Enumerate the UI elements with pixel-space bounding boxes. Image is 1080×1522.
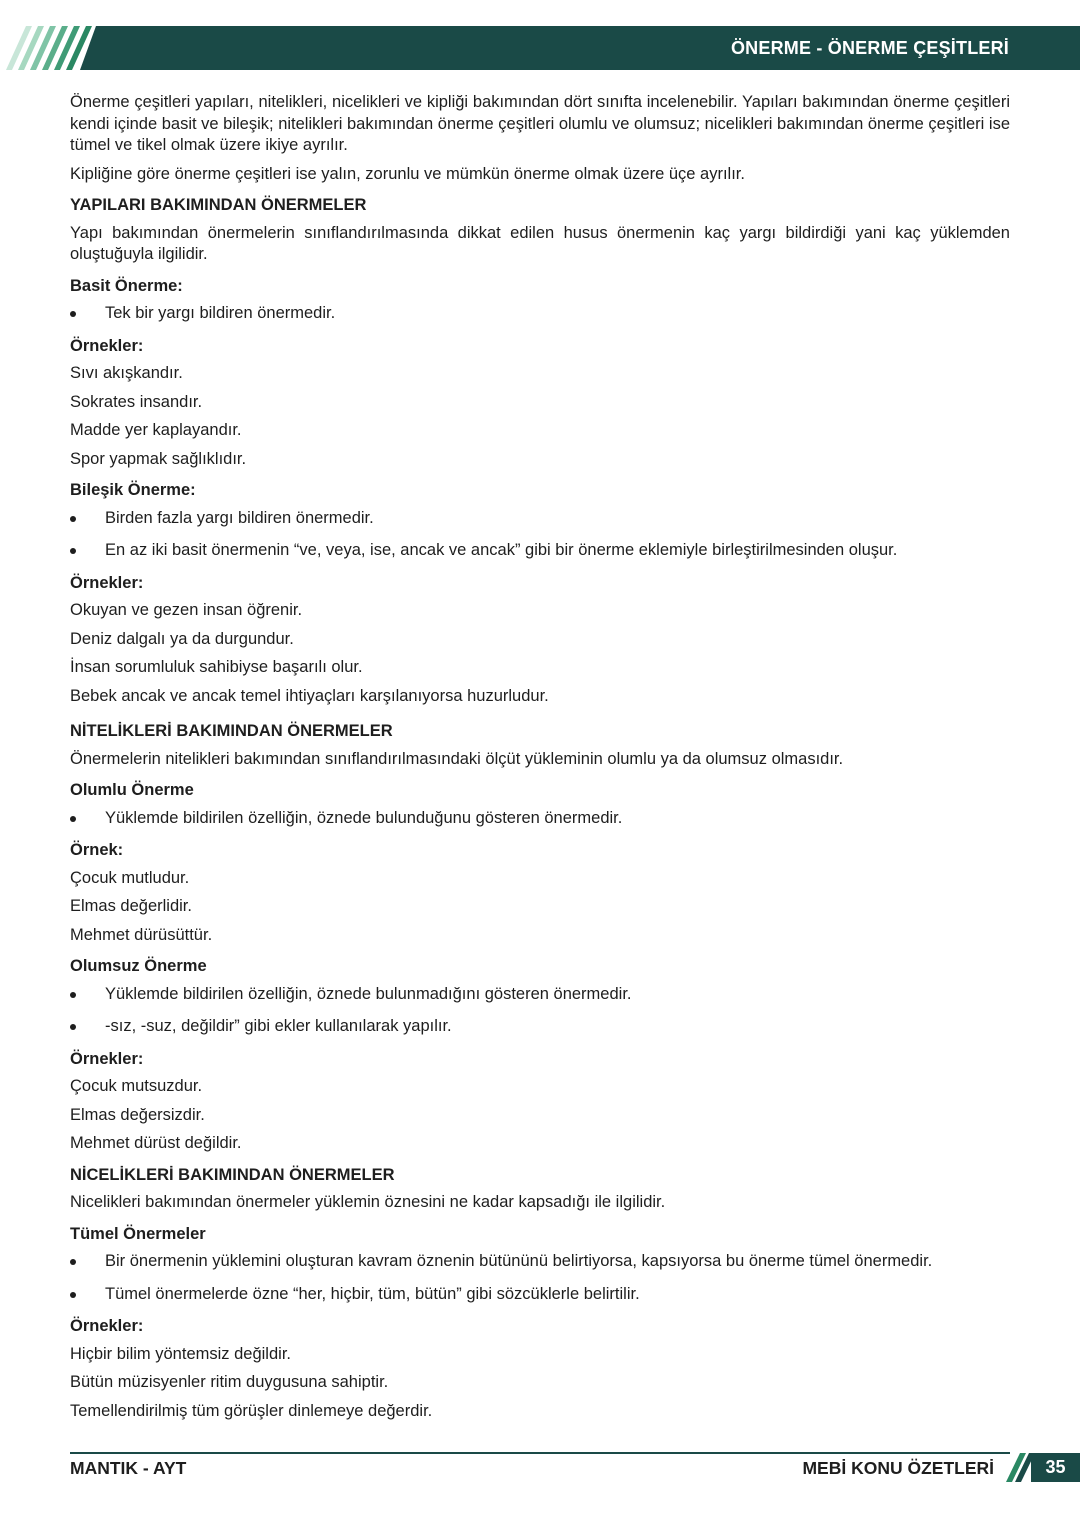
example-line: Bütün müzisyenler ritim duygusuna sahiptir. [70,1373,389,1391]
examples-label: Örnekler: [70,1317,144,1335]
page-footer [0,1450,1080,1490]
subsection-heading: Olumsuz Önerme [70,957,207,975]
footer-series: MEBİ KONU ÖZETLERİ [802,1458,994,1478]
example-line: Mehmet dürüst değildir. [70,1134,242,1152]
subsection-heading: Tümel Önermeler [70,1224,206,1243]
footer-subject: MANTIK - AYT [70,1458,187,1478]
list-item: Tek bir yargı bildiren önermedir. [70,303,1010,325]
example-line: Okuyan ve gezen insan öğrenir. [70,601,303,619]
list-item: En az iki basit önermenin “ve, veya, ise, ancak ve ancak” gibi bir önerme eklemiyle birleştirilmesinden oluşur. [70,540,1010,562]
example-line: Bebek ancak ve ancak temel ihtiyaçları karşılanıyorsa huzurludur. [70,686,549,705]
subsection-heading: Basit Önerme: [70,276,183,295]
list-item: Bir önermenin yüklemini oluşturan kavram öznenin bütününü belirtiyorsa, kapsıyorsa bu önerme tümel önermedir. [70,1251,1010,1273]
section-heading: NİTELİKLERİ BAKIMINDAN ÖNERMELER [70,722,393,740]
section-text: Yapı bakımından önermelerin sınıflandırılmasında dikkat edilen husus önermenin kaç yargı bildirdiği yani kaç yüklemden oluştuğuyla ilgilidir. [70,223,1010,263]
examples-label: Örnekler: [70,1049,144,1068]
bullet-icon [70,516,76,522]
examples-label: Örnekler: [70,573,144,592]
example-line: Sokrates insandır. [70,392,203,411]
example-line: Elmas değerlidir. [70,897,192,915]
example-line: Spor yapmak sağlıklıdır. [70,449,247,468]
example-line: Temellendirilmiş tüm görüşler dinlemeye değerdir. [70,1401,433,1420]
example-line: İnsan sorumluluk sahibiyse başarılı olur. [70,658,363,676]
example-line: Çocuk mutsuzdur. [70,1077,203,1095]
example-line: Deniz dalgalı ya da durgundur. [70,629,294,648]
page-number: 35 [1031,1453,1080,1482]
subsection-heading: Olumlu Önerme [70,781,194,799]
example-line: Çocuk mutludur. [70,868,190,887]
list-item: Birden fazla yargı bildiren önermedir. [70,508,1010,530]
page-header [0,26,1080,70]
example-line: Elmas değersizdir. [70,1105,205,1124]
intro-paragraph: Önerme çeşitleri yapıları, nitelikleri, nicelikleri ve kipliği bakımından dört sınıfta incelenebilir. Yapıları bakımından önerme çeşitleri kendi içinde basit ve bileşik; nitelikleri bakımından önerme çeşitleri olumlu ve olumsuz; nicelikleri bakımından önerme çeşitleri ise tümel ve tikel olmak üzere ikiye ayrılır. [70,93,1011,154]
bullet-icon [70,816,76,822]
example-line: Sıvı akışkandır. [70,364,183,382]
list-item: Yüklemde bildirilen özelliğin, öznede bulunduğunu gösteren önermedir. [70,808,1010,830]
bullet-icon [70,1259,76,1265]
list-item: Yüklemde bildirilen özelliğin, öznede bulunmadığını gösteren önermedir. [70,984,1010,1006]
intro-paragraph: Kipliğine göre önerme çeşitleri ise yalın, zorunlu ve mümkün önerme olmak üzere üçe ayrılır. [70,164,745,183]
bullet-icon [70,311,76,317]
section-text: Önermelerin nitelikleri bakımından sınıflandırılmasındaki ölçüt yükleminin olumlu ya da olumsuz olmasıdır. [70,749,844,768]
bullet-icon [70,992,76,998]
content [70,92,1010,1429]
page-title: ÖNERME - ÖNERME ÇEŞİTLERİ [730,38,1009,58]
bullet-icon [70,1024,76,1030]
list-item: -sız, -suz, değildir” gibi ekler kullanılarak yapılır. [70,1016,1010,1038]
bullet-icon [70,1292,76,1298]
section-heading: YAPILARI BAKIMINDAN ÖNERMELER [70,196,367,214]
section-text: Nicelikleri bakımından önermeler yüklemin öznesini ne kadar kapsadığı ile ilgilidir. [70,1193,666,1211]
section-heading: NİCELİKLERİ BAKIMINDAN ÖNERMELER [70,1165,395,1184]
example-line: Hiçbir bilim yöntemsiz değildir. [70,1344,291,1363]
list-item: Tümel önermelerde özne “her, hiçbir, tüm, bütün” gibi sözcüklerle belirtilir. [70,1284,1010,1306]
examples-label: Örnek: [70,841,124,859]
example-line: Madde yer kaplayandır. [70,421,242,439]
example-line: Mehmet dürüsüttür. [70,925,213,944]
examples-label: Örnekler: [70,336,144,355]
subsection-heading: Bileşik Önerme: [70,481,196,499]
bullet-icon [70,548,76,554]
footer-divider [70,1452,1010,1454]
